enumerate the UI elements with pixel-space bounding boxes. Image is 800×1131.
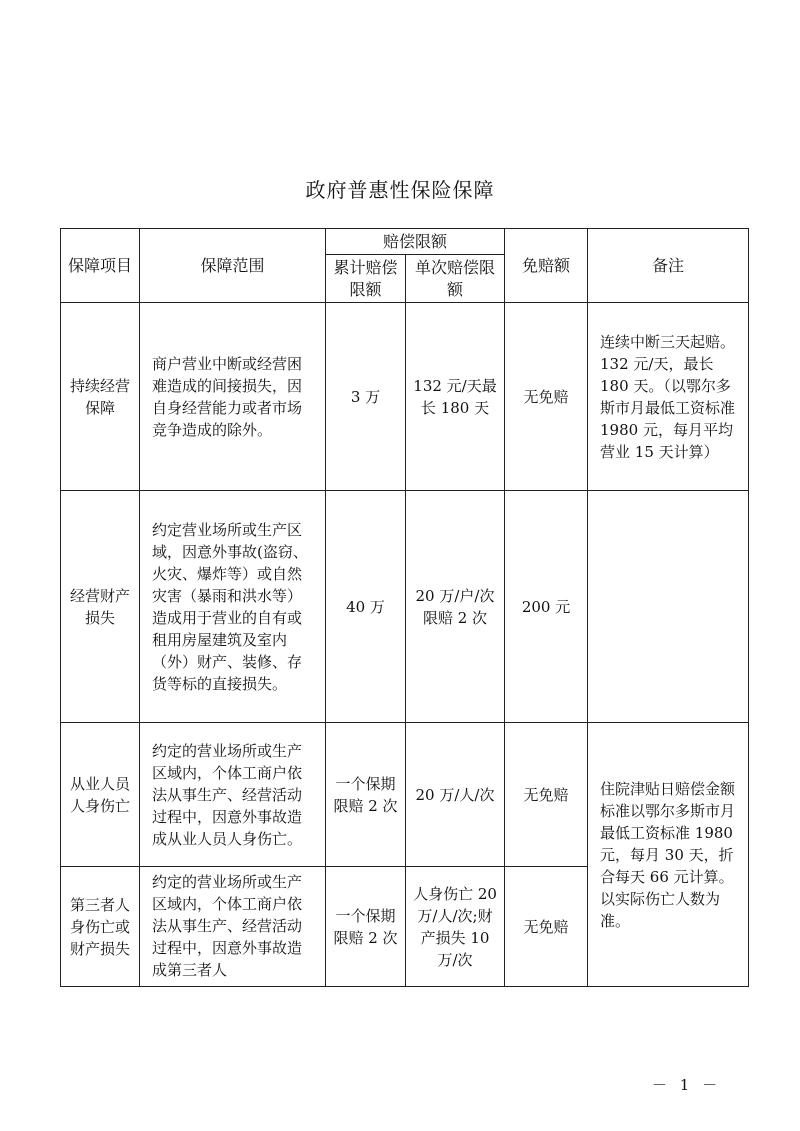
row-item: 经营财产损失 (61, 491, 140, 723)
row-deductible: 无免赔 (505, 723, 588, 867)
row-scope: 商户营业中断或经营困难造成的间接损失，因自身经营能力或者市场竞争造成的除外。 (140, 303, 326, 491)
row-remarks: 住院津贴日赔偿金额标准以鄂尔多斯市月最低工资标准 1980 元，每月 30 天，折合每天 66 元计算。以实际伤亡人数为准。 (588, 723, 749, 987)
row-item: 持续经营保障 (61, 303, 140, 491)
row-deductible: 200 元 (505, 491, 588, 723)
table-row (61, 303, 749, 491)
row-cumulative: 3 万 (326, 303, 406, 491)
row-scope: 约定的营业场所或生产区域内，个体工商户依法从事生产、经营活动过程中，因意外事故造成从业人员人身伤亡。 (140, 723, 326, 867)
row-scope: 约定的营业场所或生产区域内，个体工商户依法从事生产、经营活动过程中，因意外事故造成第三者人 (140, 867, 326, 987)
header-single: 单次赔偿限额 (406, 255, 505, 303)
table-row (61, 491, 749, 723)
row-cumulative: 40 万 (326, 491, 406, 723)
table-row (61, 723, 749, 867)
document-title: 政府普惠性保险保障 (305, 178, 495, 202)
row-item: 从业人员人身伤亡 (61, 723, 140, 867)
header-remarks: 备注 (588, 229, 749, 303)
header-item: 保障项目 (61, 229, 140, 303)
row-single: 人身伤亡 20 万/人/次;财产损失 10 万/次 (406, 867, 505, 987)
header-limit-group: 赔偿限额 (326, 229, 505, 255)
header-scope: 保障范围 (140, 229, 326, 303)
insurance-table (60, 228, 749, 987)
row-deductible: 无免赔 (505, 867, 588, 987)
row-item: 第三者人身伤亡或财产损失 (61, 867, 140, 987)
page-number: － 1 － (652, 1076, 722, 1094)
row-remarks: 连续中断三天起赔。132 元/天，最长 180 天。（以鄂尔多斯市月最低工资标准 1980 元，每月平均营业 15 天计算） (588, 303, 749, 491)
header-deductible: 免赔额 (505, 229, 588, 303)
row-single: 132 元/天最长 180 天 (406, 303, 505, 491)
row-cumulative: 一个保期限赔 2 次 (326, 867, 406, 987)
row-cumulative: 一个保期限赔 2 次 (326, 723, 406, 867)
row-scope: 约定营业场所或生产区域，因意外事故(盗窃、火灾、爆炸等）或自然灾害（暴雨和洪水等）造成用于营业的自有或租用房屋建筑及室内（外）财产、装修、存货等标的直接损失。 (140, 491, 326, 723)
row-remarks (588, 491, 749, 723)
row-single: 20 万/人/次 (406, 723, 505, 867)
header-cumulative: 累计赔偿限额 (326, 255, 406, 303)
row-deductible: 无免赔 (505, 303, 588, 491)
row-single: 20 万/户/次限赔 2 次 (406, 491, 505, 723)
